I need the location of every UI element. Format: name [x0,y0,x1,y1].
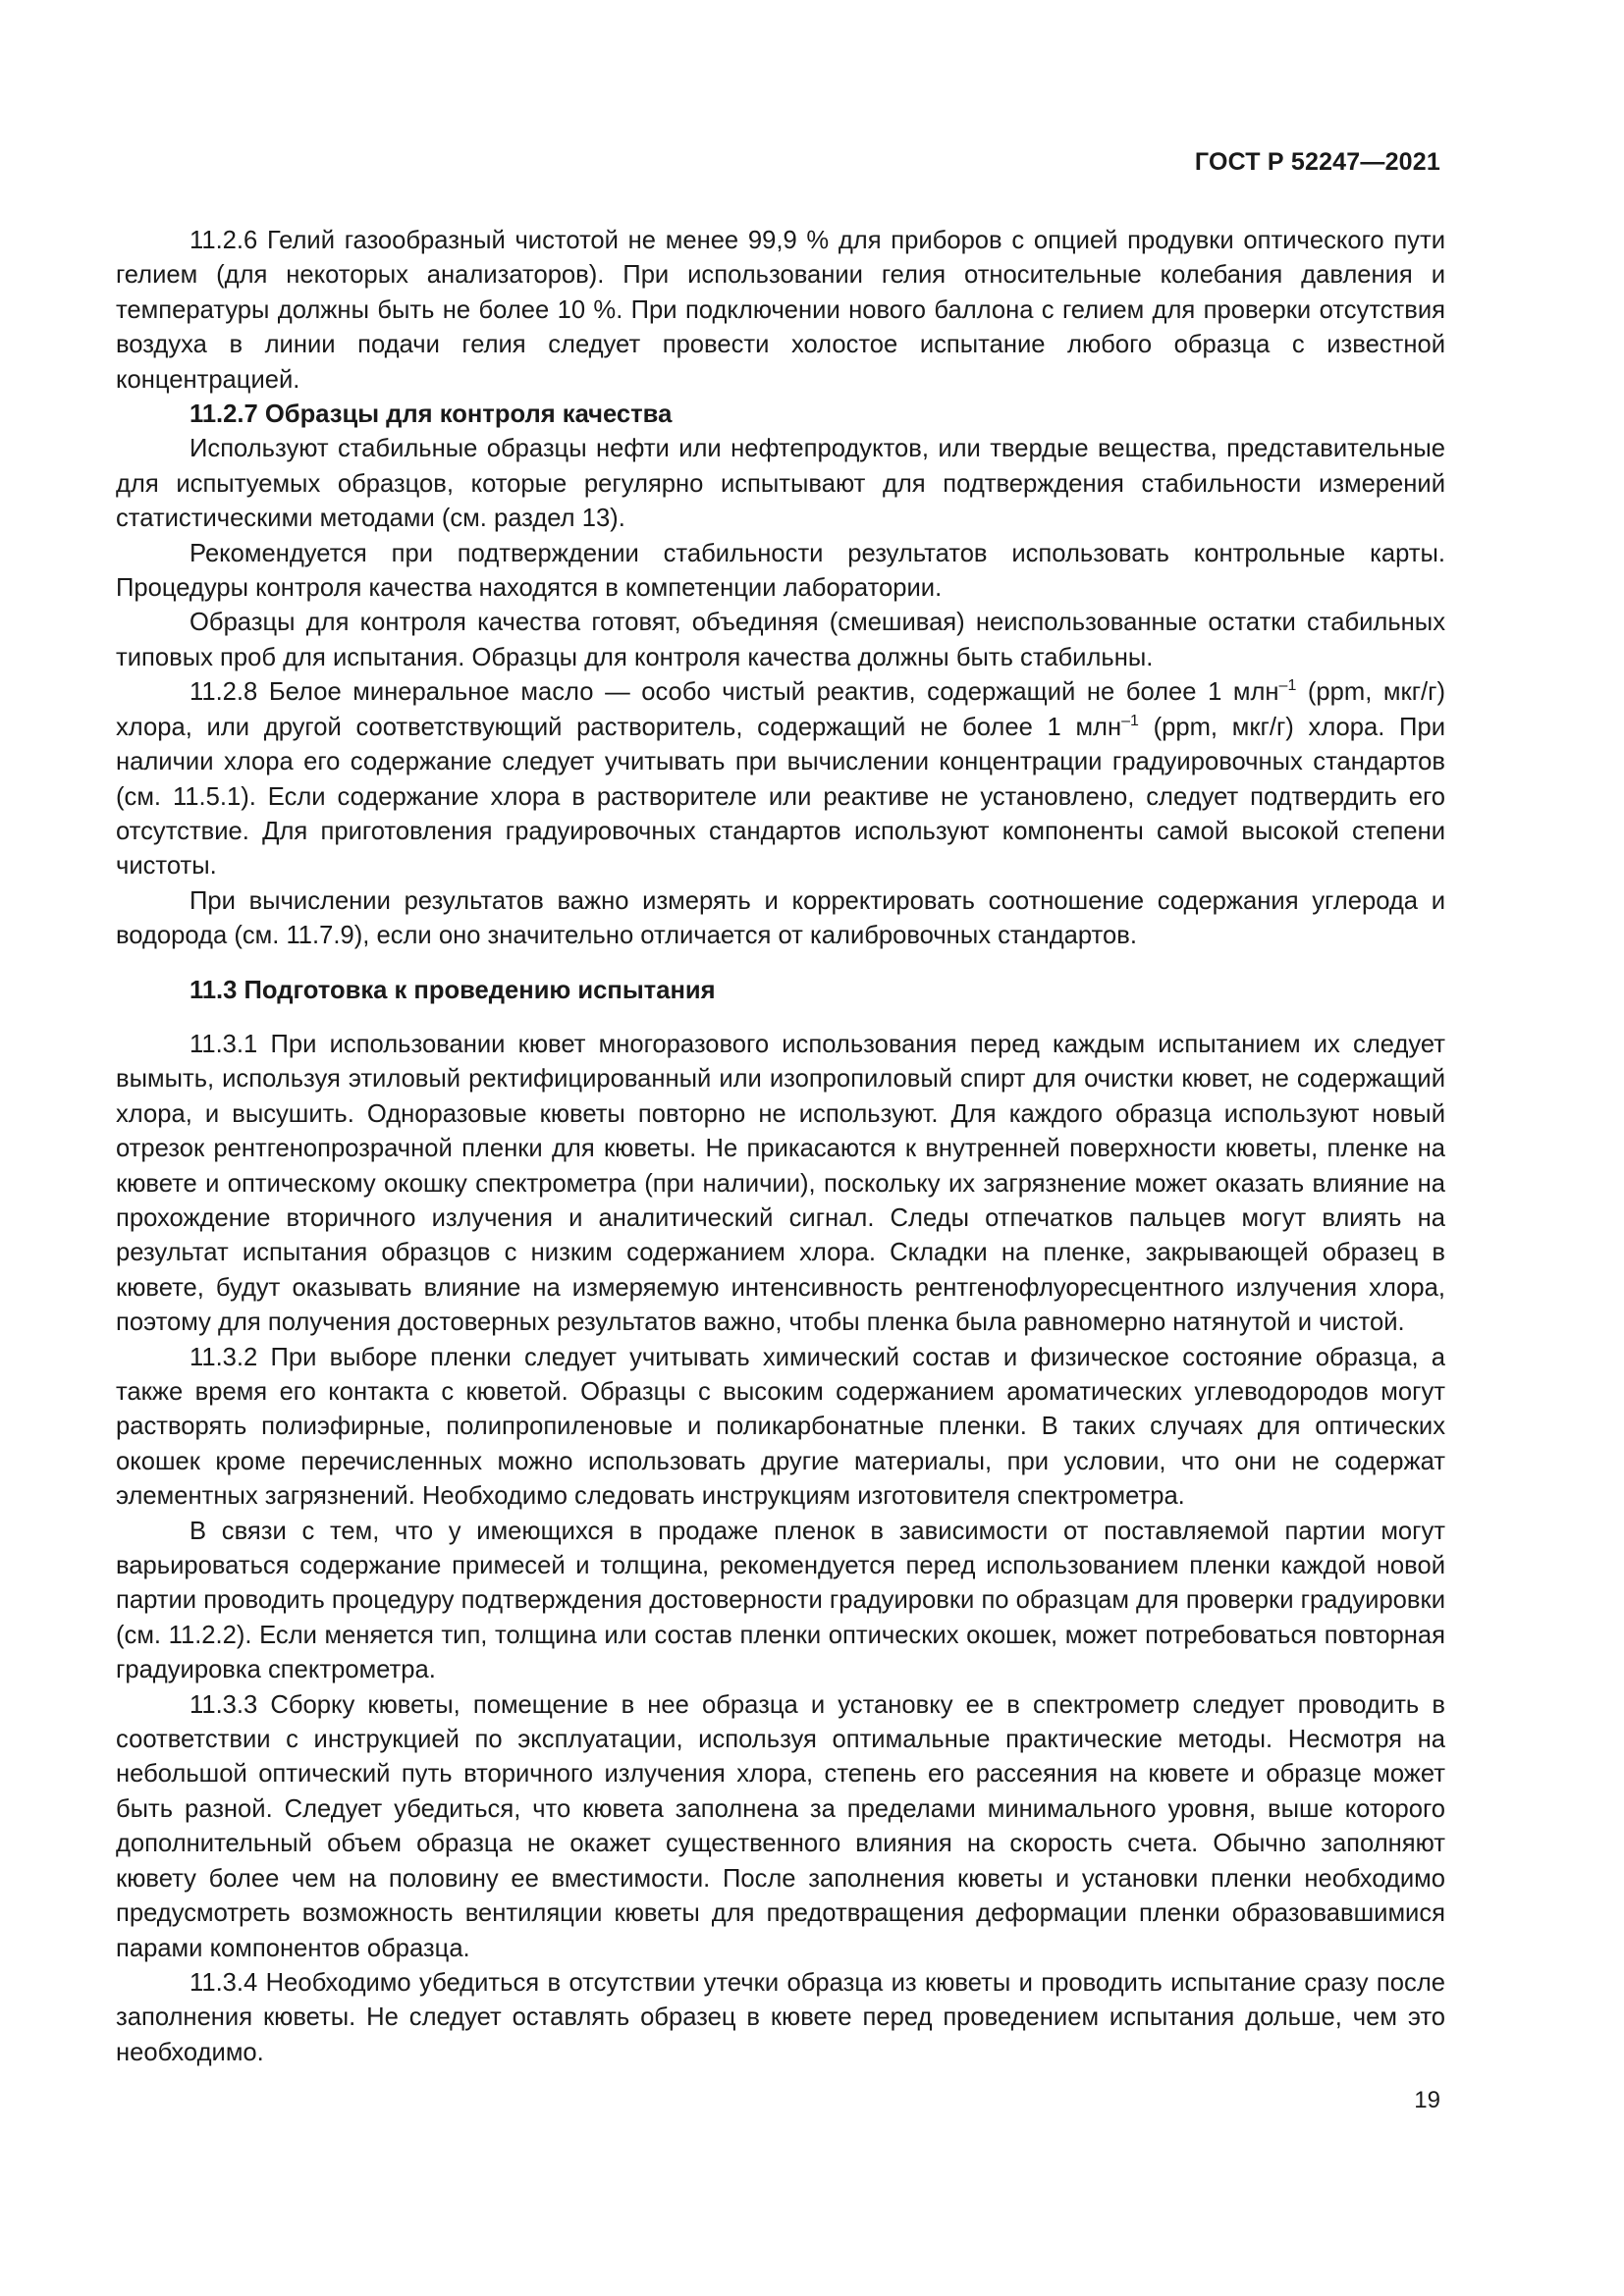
exponent-2: –1 [1121,712,1139,729]
heading-11-3: 11.3 Подготовка к проведению испытания [189,976,716,1004]
paragraph-11-2-6: 11.2.6 Гелий газообразный чистотой не менее 99,9 % для приборов с опцией продувки оптического пути гелием (для некоторых анализаторов). При использовании гелия относительные колебания давления и температуры должны быть не более 10 %. При подключении нового баллона с гелием для проверки отсутствия воздуха в линии подачи гелия следует провести холостое испытание любого образца с известной концентрацией. [116,227,1445,394]
paragraph-11-3-2-b: В связи с тем, что у имеющихся в продаже пленок в зависимости от поставляемой партии могут варьироваться содержание примесей и толщина, рекомендуется перед использованием пленки каждой новой партии проводить процедуру подтверждения достоверности градуировки по образцам для проверки градуировки (см. 11.2.2). Если меняется тип, толщина или состав пленки оптических окошек, может потребоваться повторная градуировка спектрометра. [116,1517,1445,1684]
paragraph-11-2-8-b: При вычислении результатов важно измерять и корректировать соотношение содержания углерода и водорода (см. 11.7.9), если оно значительно отличается от калибровочных стандартов. [116,886,1445,950]
document-header: ГОСТ Р 52247—2021 [1194,148,1440,176]
page-number: 19 [1414,2087,1440,2113]
paragraph-11-2-8 [116,675,1445,883]
paragraph-11-2-8-part2: (ppm, мкг/г) хлора, или другой соответствующий растворитель, содержащий не более 1 млн [116,678,1445,741]
paragraph-11-3-3: 11.3.3 Сборку кюветы, помещение в нее образца и установку ее в спектрометр следует проводить в соответствии с инструкцией по эксплуатации, используя оптимальные практические методы. Несмотря на небольшой оптический путь вторичного излучения хлора, степень его рассеяния на кювете и образце может быть разной. Следует убедиться, что кювета заполнена за пределами минимального уровня, выше которого дополнительный объем образца не окажет существенного влияния на скорость счета. Обычно заполняют кювету более чем на половину ее вместимости. После заполнения кюветы и установки пленки необходимо предусмотреть возможность вентиляции кюветы для предотвращения деформации пленки образовавшимися парами компонентов образца. [116,1690,1445,1962]
heading-11-2-7: 11.2.7 Образцы для контроля качества [189,400,673,429]
paragraph-11-2-7-c: Образцы для контроля качества готовят, объединяя (смешивая) неиспользованные остатки стабильных типовых проб для испытания. Образцы для контроля качества должны быть стабильны. [116,609,1445,671]
paragraph-11-3-4: 11.3.4 Необходимо убедиться в отсутствии утечки образца из кюветы и проводить испытание сразу после заполнения кюветы. Не следует оставлять образец в кювете перед проведением испытания дольше, чем это необходимо. [116,1968,1445,2066]
exponent-1: –1 [1278,677,1297,695]
paragraph-11-2-7-a: Используют стабильные образцы нефти или нефтепродуктов, или твердые вещества, представительные для испытуемых образцов, которые регулярно испытывают для подтверждения стабильности измерений статистическими методами (см. раздел 13). [116,435,1445,533]
document-body [116,224,1445,2070]
paragraph-11-2-8-part3: (ppm, мкг/г) хлора. При наличии хлора его содержание следует учитывать при вычислении концентрации градуировочных стандартов (см. 11.5.1). Если содержание хлора в растворителе или реактиве не установлено, следует подтвердить его отсутствие. Для приготовления градуировочных стандартов используют компоненты самой высокой степени чистоты. [116,713,1445,881]
paragraph-11-2-8-part1: 11.2.8 Белое минеральное масло — особо чистый реактив, содержащий не более 1 млн [189,678,1279,707]
paragraph-11-3-2: 11.3.2 При выборе пленки следует учитывать химический состав и физическое состояние образца, а также время его контакта с кюветой. Образцы с высоким содержанием ароматических углеводородов могут растворять полиэфирные, полипропиленовые и поликарбонатные пленки. В таких случаях для оптических окошек кроме перечисленных можно использовать другие материалы, при условии, что они не содержат элементных загрязнений. Необходимо следовать инструкциям изготовителя спектрометра. [116,1343,1445,1511]
paragraph-11-3-1: 11.3.1 При использовании кювет многоразового использования перед каждым испытанием их следует вымыть, используя этиловый ректифицированный или изопропиловый спирт для очистки кювет, не содержащий хлора, и высушить. Одноразовые кюветы повторно не используют. Для каждого образца используют новый отрезок рентгенопрозрачной пленки для кюветы. Не прикасаются к внутренней поверхности кюветы, пленке на кювете и оптическому окошку спектрометра (при наличии), поскольку их загрязнение может оказать влияние на прохождение вторичного излучения и аналитический сигнал. Следы отпечатков пальцев могут влиять на результат испытания образцов с низким содержанием хлора. Складки на пленке, закрывающей образец в кювете, будут оказывать влияние на измеряемую интенсивность рентгенофлуоресцентного излучения хлора, поэтому для получения достоверных результатов важно, чтобы пленка была равномерно натянутой и чистой. [116,1030,1445,1337]
paragraph-11-2-7-b: Рекомендуется при подтверждении стабильности результатов использовать контрольные карты. Процедуры контроля качества находятся в компетенции лаборатории. [116,539,1445,603]
